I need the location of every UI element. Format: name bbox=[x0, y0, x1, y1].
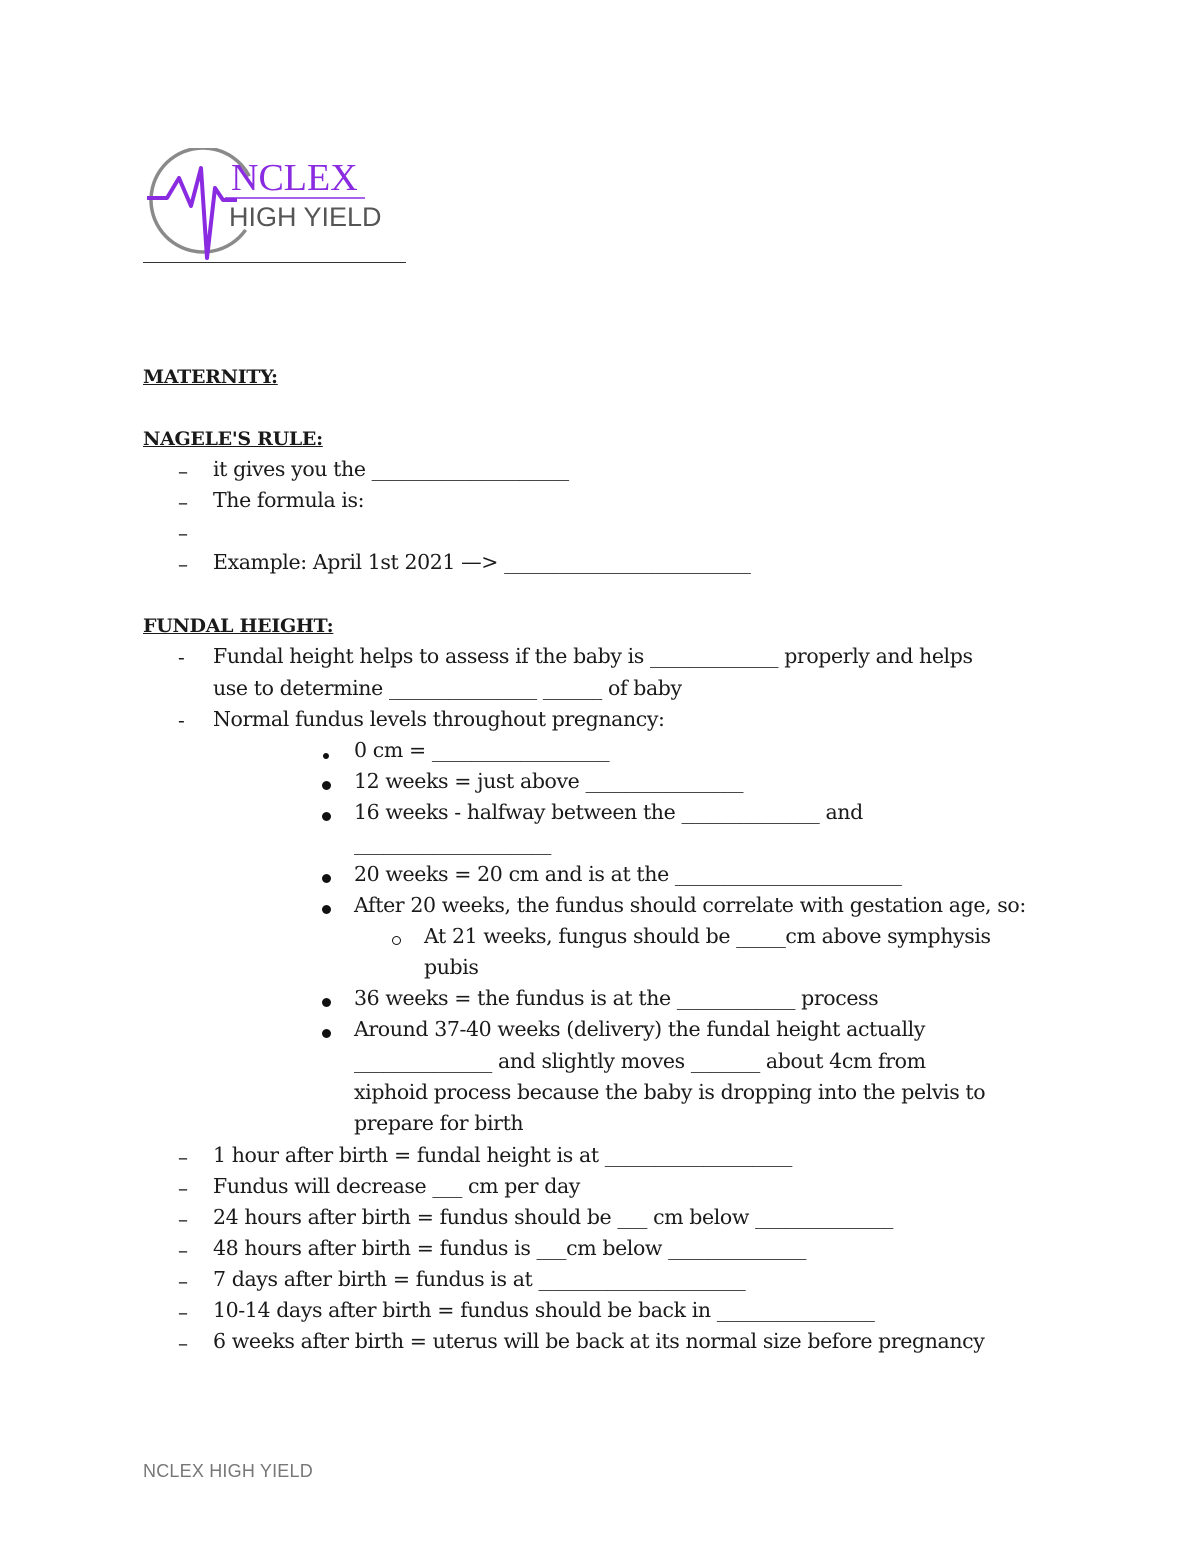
bullet-item: 12 weeks = just above ________________ bbox=[354, 769, 744, 793]
bullet-item: After 20 weeks, the fundus should correlate with gestation age, so: bbox=[354, 893, 1026, 917]
logo-underline bbox=[143, 262, 406, 263]
dash-marker: – bbox=[178, 1331, 188, 1355]
bullet-item-cont: xiphoid process because the baby is dropping into the pelvis to bbox=[354, 1080, 986, 1104]
fundal-intro-line: Normal fundus levels throughout pregnancy: bbox=[213, 707, 665, 731]
sub-bullet-circle bbox=[392, 936, 401, 945]
dash-marker: – bbox=[178, 521, 188, 545]
dash-marker: – bbox=[178, 1176, 188, 1200]
nclex-high-yield-logo bbox=[145, 148, 415, 263]
dash-marker: – bbox=[178, 459, 188, 483]
after-item: Fundus will decrease ___ cm per day bbox=[213, 1174, 580, 1198]
bullet-item: 36 weeks = the fundus is at the ____________ process bbox=[354, 986, 879, 1010]
dash-marker: – bbox=[178, 490, 188, 514]
dash-marker: - bbox=[178, 708, 185, 732]
after-item: 6 weeks after birth = uterus will be back at its normal size before pregnancy bbox=[213, 1329, 985, 1353]
logo-line1: NCLEX bbox=[231, 157, 358, 199]
dash-marker: – bbox=[178, 1145, 188, 1169]
dash-marker: – bbox=[178, 1238, 188, 1262]
bullet-item-cont: ______________ and slightly moves _______ about 4cm from bbox=[354, 1049, 926, 1073]
after-item: 10-14 days after birth = fundus should be back in ________________ bbox=[213, 1298, 875, 1322]
bullet-dot bbox=[322, 781, 331, 790]
after-item: 1 hour after birth = fundal height is at ___________________ bbox=[213, 1143, 792, 1167]
page-footer: NCLEX HIGH YIELD bbox=[143, 1461, 313, 1481]
bullet-dot bbox=[322, 905, 331, 914]
sub-bullet-item: At 21 weeks, fungus should be _____cm above symphysis bbox=[424, 924, 991, 948]
bullet-dot bbox=[322, 1029, 331, 1038]
nagele-item: it gives you the ____________________ bbox=[213, 457, 569, 481]
nagele-item: Example: April 1st 2021 —> _________________________ bbox=[213, 550, 751, 574]
bullet-item: 0 cm = __________________ bbox=[354, 738, 610, 762]
after-item: 7 days after birth = fundus is at _____________________ bbox=[213, 1267, 746, 1291]
logo-line2: HIGH YIELD bbox=[229, 202, 382, 232]
after-item: 24 hours after birth = fundus should be ___ cm below ______________ bbox=[213, 1205, 894, 1229]
nagele-heading: NAGELE'S RULE: bbox=[143, 428, 323, 450]
page-title: MATERNITY: bbox=[143, 366, 278, 388]
bullet-item: Around 37-40 weeks (delivery) the fundal height actually bbox=[354, 1017, 925, 1041]
sub-bullet-item-cont: pubis bbox=[424, 955, 479, 979]
bullet-dot bbox=[322, 874, 331, 883]
fundal-intro-line: use to determine _______________ ______ of baby bbox=[213, 676, 682, 700]
dash-marker: – bbox=[178, 1207, 188, 1231]
bullet-dot bbox=[323, 753, 329, 759]
dash-marker: – bbox=[178, 1300, 188, 1324]
fundal-heading: FUNDAL HEIGHT: bbox=[143, 615, 334, 637]
bullet-dot bbox=[322, 812, 331, 821]
fundal-intro-line: Fundal height helps to assess if the baby is _____________ properly and helps bbox=[213, 644, 973, 668]
bullet-dot bbox=[322, 998, 331, 1007]
after-item: 48 hours after birth = fundus is ___cm below ______________ bbox=[213, 1236, 807, 1260]
dash-marker: – bbox=[178, 1269, 188, 1293]
bullet-item: 16 weeks - halfway between the ______________ and bbox=[354, 800, 863, 824]
dash-marker: - bbox=[178, 645, 185, 669]
bullet-item-cont: prepare for birth bbox=[354, 1111, 524, 1135]
bullet-item: 20 weeks = 20 cm and is at the _______________________ bbox=[354, 862, 902, 886]
nagele-item: The formula is: bbox=[213, 488, 365, 512]
bullet-item-cont: ____________________ bbox=[354, 831, 552, 855]
dash-marker: – bbox=[178, 552, 188, 576]
